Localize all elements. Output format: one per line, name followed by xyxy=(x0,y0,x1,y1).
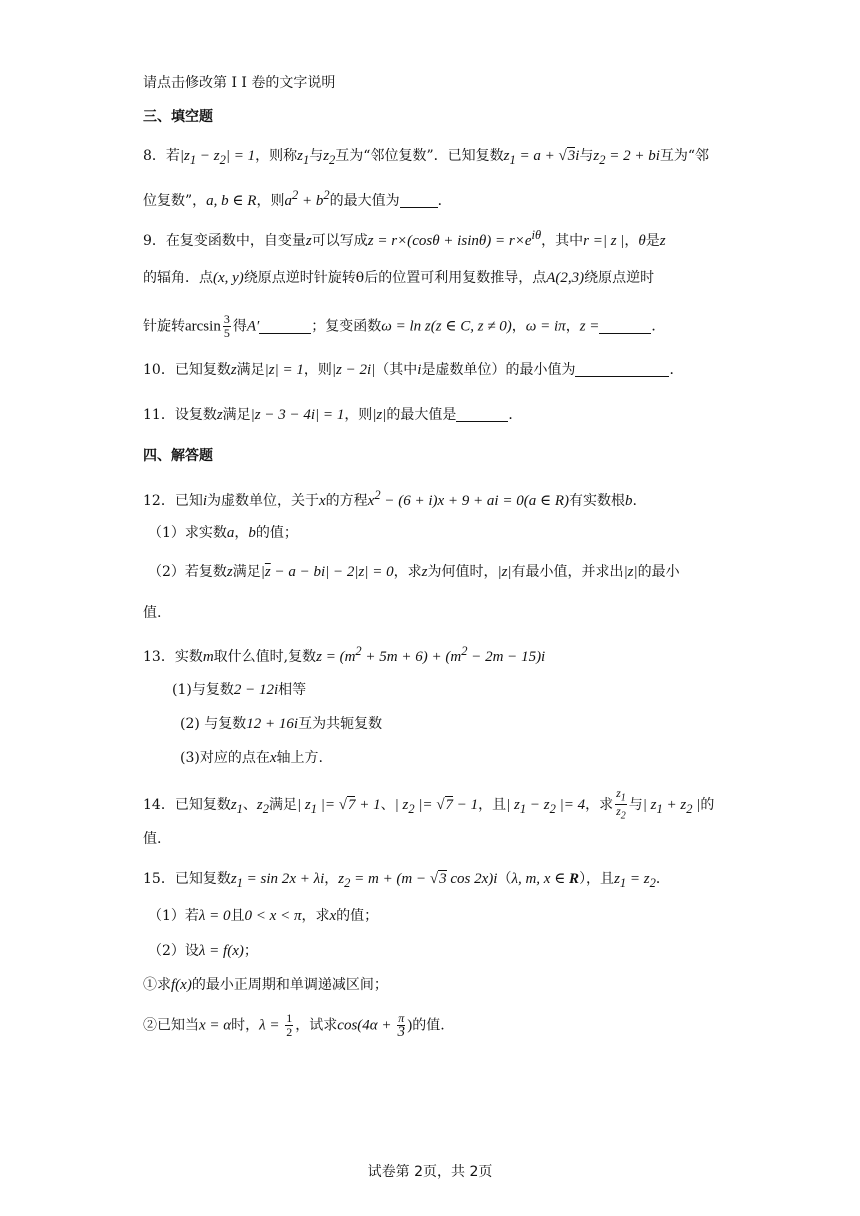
q12-part2-cont: 值. xyxy=(143,605,162,621)
q9-blank-2[interactable] xyxy=(599,319,651,334)
q13-line: 13．实数m取什么值时,复数$z = (m^2 + 5m + 6) + (m^2 - 2m - 15)i$ xyxy=(143,644,546,665)
q15-sub1: ①求f(x)的最小正周期和单调递减区间； xyxy=(143,977,388,993)
q15-line: 15．已知复数$z_1 = \sin 2x + \lambda i$，$z_2 = m + (m - √3$ cos 2x)i（λ, m, x ∈ R），且$z_1 = z_2$． xyxy=(143,871,670,890)
q15-part2: （2）设λ = f(x)； xyxy=(148,943,258,959)
q10-line: 10．已知复数z满足|z| = 1，则|z − 2i|（其中i是虚数单位）的最小值为 ． xyxy=(143,362,684,378)
q14-line1: 14．已知复数$z_1$、$z_2$满足| $z_1$ |= √7 + 1、| $z_2$ |= √7 − 1，且| $z_1 - z_2$ |= 4，求 $\frac{z_1}{z_2}$ 与| $z_1 + z_2$ |的 xyxy=(143,786,715,822)
q9-line1: 9．在复变函数中，自变量z可以写成$z = r\times(\cos\theta + isin\theta) = r\times e^{i\theta}$，其中r =| z |，θ是z xyxy=(143,228,666,249)
q8-line1: 8．若$|z_1 - z_2| = 1$，则称$z_1$与$z_2$互为“邻位复数”．已知复数$z_1 = a + √3i$与$z_2 = 2$ + bi互为“邻 xyxy=(143,148,710,167)
q11-line: 11．设复数z满足|z − 3 − 4i| = 1，则|z|的最大值是 ． xyxy=(143,407,523,423)
page-footer: 试卷第 2页，共 2页 xyxy=(367,1164,493,1180)
q15-part1: （1）若λ = 0且0 < x < π，求x的值； xyxy=(148,908,379,924)
q12-part1: （1）求实数a，b的值； xyxy=(148,525,298,541)
q12-part2: （2）若复数z满足$|\overline{z} - a - bi| - 2|z| = 0$，求z为何值时，|z|有最小值，并求出|z|的最小 xyxy=(148,564,680,580)
q11-answer-blank[interactable] xyxy=(456,407,508,422)
q9-line2: 的辐角．点(x, y)绕原点逆时针旋转θ后的位置可利用复数推导，点A(2,3)绕原点逆时 xyxy=(143,270,655,286)
q9-blank-1[interactable] xyxy=(259,319,311,334)
header-note: 请点击修改第 I I 卷的文字说明 xyxy=(143,75,336,91)
q10-answer-blank[interactable] xyxy=(575,362,669,377)
q15-sub2: ②已知当x = α时，λ = $\frac{1}{2}$ ，试求cos(4α + $\frac{\pi}{3}$ )的值. xyxy=(143,1011,445,1040)
q12-line1: 12．已知i为虚数单位，关于x的方程$x^2 - (6 + i)x + 9$ + ai = 0(a ∈ R)有实数根b. xyxy=(143,488,637,509)
q13-part1: (1)与复数2 − 12i相等 xyxy=(172,682,307,698)
q8-answer-blank[interactable] xyxy=(400,193,438,208)
section-fill-in: 三、填空题 xyxy=(143,109,213,125)
q8-line2: 位复数”，a, b ∈ R，则$a^2 + b^2$的最大值为 ． xyxy=(143,188,452,209)
q13-part2: (2) 与复数12 + 16i互为共轭复数 xyxy=(180,716,383,732)
q13-part3: (3)对应的点在x轴上方. xyxy=(180,750,323,766)
q9-line3: 针旋转arcsin $\frac{3}{5}$ 得A′ ；复变函数ω = ln z(z ∈ C, z ≠ 0)，ω = iπ，z = ． xyxy=(143,312,666,340)
section-answer: 四、解答题 xyxy=(143,448,213,464)
q14-line2: 值. xyxy=(143,831,162,847)
